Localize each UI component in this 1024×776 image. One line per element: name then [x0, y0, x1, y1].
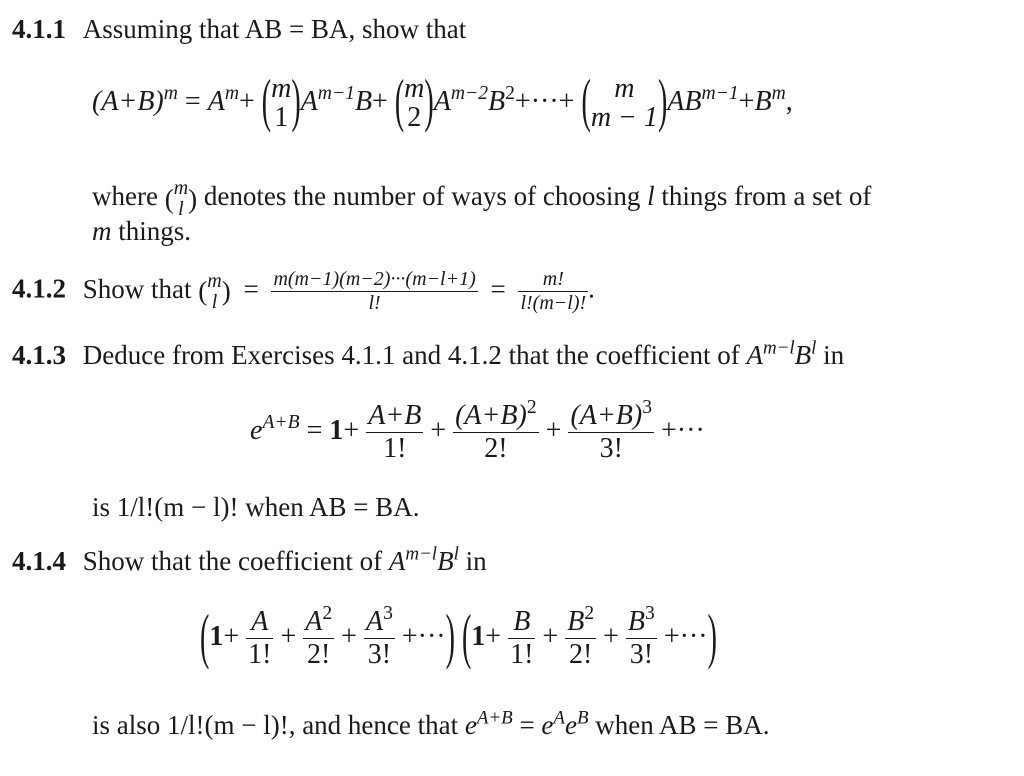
paren-close: ) — [188, 183, 198, 214]
exercise-number: 4.1.4 — [12, 546, 66, 576]
plus: + — [738, 85, 755, 117]
frac-num — [565, 603, 596, 639]
exercise-4-1-3-result — [92, 492, 419, 523]
paren-close: ) — [424, 69, 434, 135]
in-text: in — [465, 546, 487, 576]
binomial-m-2 — [404, 74, 424, 133]
pow: m — [224, 83, 239, 105]
frac-den: 2! — [307, 639, 331, 670]
frac-num — [453, 397, 539, 433]
term-b3 — [626, 603, 657, 671]
paren-close: ) — [707, 603, 717, 672]
where-line-2 — [92, 216, 191, 247]
frac-den: 1! — [248, 639, 272, 670]
binom-bottom: 1 — [274, 102, 289, 134]
pow: B — [576, 707, 589, 729]
pow: 3 — [383, 603, 393, 625]
exercise-4-1-3-header — [12, 337, 845, 371]
pow: A+B — [476, 707, 513, 729]
frac-num: A+B — [368, 400, 422, 431]
frac-num: B — [508, 606, 535, 639]
binomial-m-1 — [271, 74, 291, 133]
lhs: (A+B) — [92, 85, 164, 117]
term-a: A — [207, 85, 225, 117]
binom-top: m — [271, 73, 292, 104]
binom-bottom: m − 1 — [590, 102, 658, 134]
plus: + — [223, 620, 240, 652]
frac-num-base: (A+B) — [570, 400, 643, 431]
equals: = — [519, 710, 535, 740]
term-b: B — [488, 85, 506, 117]
fraction-falling-factorial — [271, 268, 477, 315]
exercise-number: 4.1.1 — [12, 14, 66, 44]
exp-base: e — [541, 710, 554, 740]
in-text: in — [823, 340, 845, 370]
coef-b: B — [794, 340, 812, 370]
frac-den: 2! — [484, 433, 508, 464]
exp-base: e — [464, 710, 477, 740]
coef-b: B — [437, 546, 454, 576]
paren-open: ( — [581, 69, 591, 135]
coef-a: A — [746, 340, 764, 370]
binom-top: m — [614, 73, 635, 104]
paren-open: ( — [394, 69, 405, 135]
frac-num — [364, 603, 395, 639]
term-1 — [366, 400, 423, 465]
exponential-series-equation — [250, 397, 705, 465]
paren-open: ( — [261, 69, 272, 135]
frac-num-base: A — [305, 606, 323, 637]
pow: 3 — [645, 603, 655, 625]
where-line — [92, 178, 871, 220]
inline-binomial — [207, 271, 221, 313]
pow: l — [453, 543, 459, 565]
exercise-statement: Show that — [82, 273, 192, 304]
term-a3 — [364, 603, 395, 671]
frac-num-base: B — [627, 606, 646, 637]
pow: A+B — [262, 412, 300, 434]
term-b: B — [354, 85, 373, 117]
binomial-expansion-equation — [92, 69, 793, 135]
pow: 2 — [584, 603, 595, 625]
var-l: l — [647, 181, 655, 212]
frac-num — [303, 603, 334, 639]
paren-open: ( — [461, 603, 472, 672]
plus: + — [343, 414, 360, 446]
frac-den: 1! — [383, 433, 407, 464]
coef-a: A — [388, 546, 406, 576]
plus: + — [280, 620, 297, 652]
paren-close: ) — [291, 69, 301, 135]
where-text: things. — [118, 216, 192, 246]
plus: + — [430, 414, 447, 446]
paren-open: ( — [198, 276, 208, 306]
binomial-m-m1 — [591, 74, 658, 133]
exercise-4-1-4-result — [92, 707, 770, 741]
plus: + — [542, 620, 559, 652]
where-text: denotes the number of ways of choosing — [203, 181, 641, 212]
inline-binomial — [174, 178, 188, 220]
plus: + — [485, 620, 502, 652]
pow: A — [553, 707, 565, 729]
plus: + — [372, 85, 388, 117]
frac-den: l!(m−l)! — [520, 292, 587, 314]
pow: 3 — [642, 397, 652, 419]
plus: + — [341, 620, 357, 652]
product-of-series-equation — [200, 603, 717, 672]
period: . — [588, 273, 595, 304]
paren-close: ) — [445, 603, 455, 672]
identity: 1 — [209, 620, 224, 652]
frac-den: 3! — [599, 433, 623, 464]
binom-top: m — [207, 269, 222, 292]
exercise-4-1-2 — [12, 268, 595, 315]
result-text: is 1/l!(m − l)! when AB = BA. — [92, 492, 420, 522]
binom-top: m — [404, 73, 425, 104]
plus: + — [238, 85, 255, 117]
pow: 2 — [505, 83, 515, 105]
frac-den: 1! — [510, 639, 534, 670]
pow: m−l — [405, 543, 438, 565]
equals: = — [243, 273, 259, 304]
binom-bottom: l — [178, 198, 184, 220]
term-ab: AB — [667, 85, 702, 117]
plus: + — [545, 414, 562, 446]
pow: 2 — [322, 603, 333, 625]
plus: + — [603, 620, 619, 652]
term-a: A — [433, 85, 451, 117]
frac-num: m! — [518, 268, 588, 292]
pow: m−1 — [701, 83, 739, 105]
term-a2 — [303, 603, 334, 671]
result-text: is also 1/l!(m − l)!, and hence that — [92, 710, 459, 740]
exercise-statement: Deduce from Exercises 4.1.1 and 4.1.2 that the coefficient of — [82, 340, 740, 370]
frac-num — [626, 603, 657, 639]
term-a: A — [300, 85, 318, 117]
equals: = — [184, 85, 201, 117]
pow: m−2 — [450, 83, 489, 105]
pow: m — [771, 83, 786, 105]
exercise-number: 4.1.3 — [12, 340, 66, 370]
frac-num: A — [246, 606, 273, 639]
comma: , — [785, 85, 793, 117]
equals: = — [490, 273, 506, 304]
exercise-4-1-1-header — [12, 14, 466, 45]
dots: +··· — [401, 620, 446, 652]
exercise-4-1-4-header — [12, 543, 487, 577]
paren-close: ) — [657, 69, 668, 135]
identity: 1 — [471, 620, 486, 652]
exercise-number: 4.1.2 — [12, 273, 66, 304]
pow: 2 — [526, 397, 537, 419]
binom-top: m — [173, 177, 189, 199]
paren-open: ( — [200, 603, 210, 672]
frac-den: l! — [368, 292, 381, 314]
frac-den: 3! — [629, 639, 654, 670]
equals: = — [306, 414, 323, 446]
var-m: m — [92, 216, 112, 246]
frac-num: m(m−1)(m−2)···(m−l+1) — [273, 268, 476, 290]
exp-base: e — [250, 414, 263, 446]
pow: m — [163, 83, 178, 105]
frac-num-base: B — [567, 606, 585, 637]
paren-open: ( — [164, 183, 174, 214]
term-a1 — [246, 606, 273, 671]
binom-bottom: 2 — [407, 102, 422, 134]
term-3 — [568, 397, 654, 465]
where-text: where — [92, 181, 158, 212]
dots: +··· — [661, 414, 705, 446]
term-2 — [453, 397, 539, 465]
pow: m−l — [763, 337, 795, 359]
result-text: when AB = BA. — [595, 710, 770, 740]
identity: 1 — [329, 414, 344, 446]
frac-den: 3! — [367, 639, 392, 670]
exercise-statement: Assuming that AB = BA, show that — [82, 14, 467, 44]
fraction-factorial — [518, 268, 588, 315]
binom-bottom: l — [211, 290, 218, 313]
frac-num-base: (A+B) — [455, 400, 527, 431]
frac-num-base: A — [365, 606, 384, 637]
dots: +··· — [663, 620, 708, 652]
exp-base: e — [564, 710, 577, 740]
frac-den: 2! — [568, 639, 593, 670]
where-text: things from a set of — [661, 181, 872, 212]
pow: l — [811, 337, 817, 359]
pow: m−1 — [317, 83, 355, 105]
term-b1 — [508, 606, 535, 671]
term-b2 — [565, 603, 596, 671]
frac-num — [568, 397, 654, 433]
dots: +···+ — [514, 85, 575, 117]
term-b: B — [754, 85, 772, 117]
exercise-statement: Show that the coefficient of — [82, 546, 383, 576]
paren-close: ) — [221, 276, 231, 306]
